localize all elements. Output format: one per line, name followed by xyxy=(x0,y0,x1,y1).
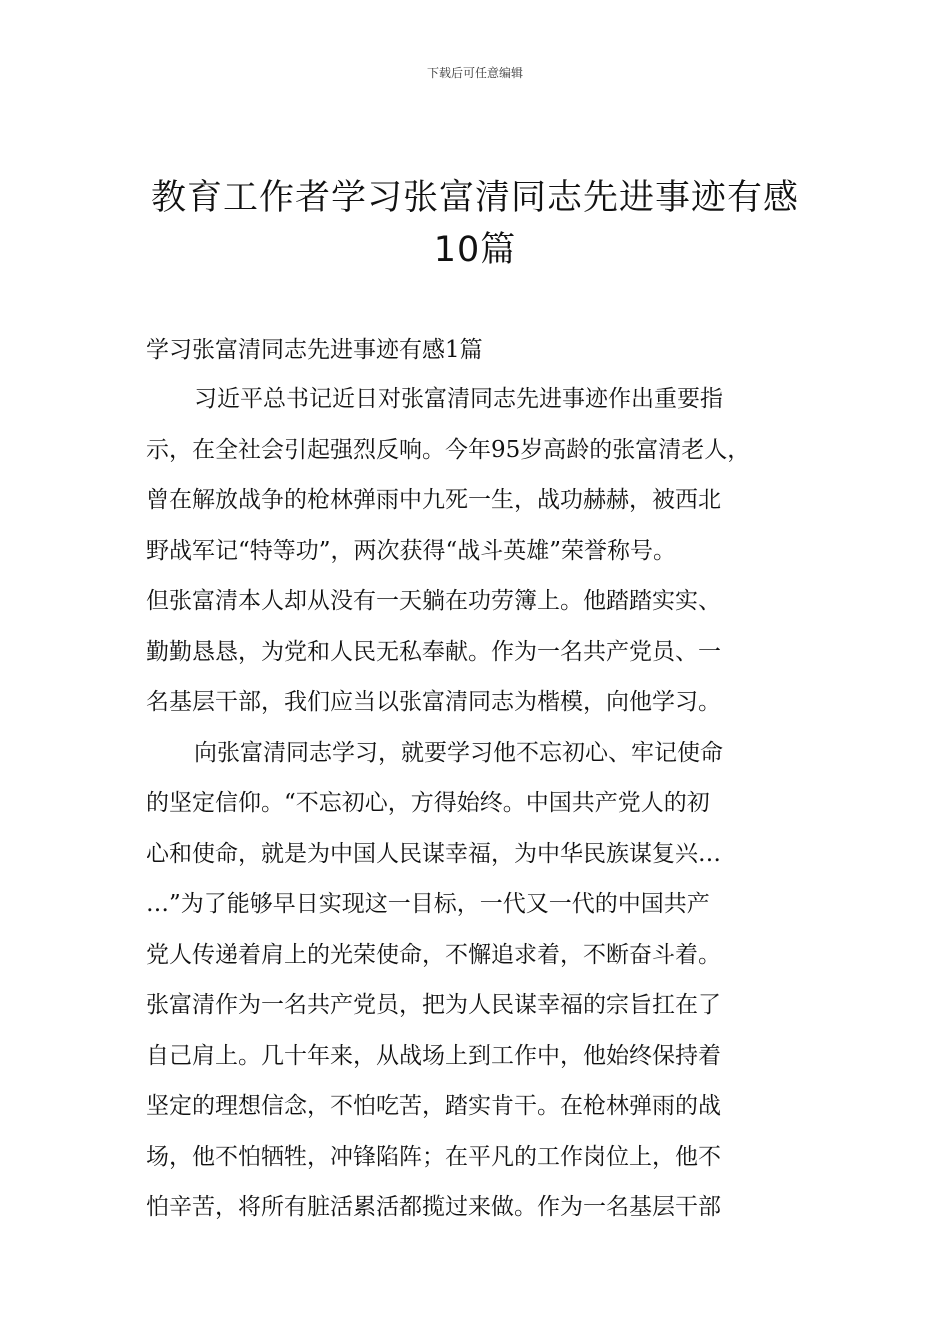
text-line: 野战军记“特等功”，两次获得“战斗英雄”荣誉称号。 xyxy=(146,537,677,564)
text-line: 场，他不怕牺牲，冲锋陷阵；在平凡的工作岗位上，他不 xyxy=(146,1143,721,1170)
document-title xyxy=(60,172,890,276)
document-title-line: 教育工作者学习张富清同志先进事迹有感 xyxy=(150,178,799,218)
text-line: 的坚定信仰。“不忘初心，方得始终。中国共产党人的初 xyxy=(146,790,710,816)
text-line: 名基层干部，我们应当以张富清同志为楷模，向他学习。 xyxy=(146,689,721,715)
text-line: 张富清作为一名共产党员，把为人民谋幸福的宗旨扛在了 xyxy=(146,992,721,1018)
text-line: 示，在全社会引起强烈反响。今年95岁高龄的张富清老人， xyxy=(146,436,751,463)
text-line: 坚定的理想信念，不怕吃苦，踏实肯干。在枪林弹雨的战 xyxy=(146,1093,721,1119)
text-line: 曾在解放战争的枪林弹雨中九死一生，战功赫赫，被西北 xyxy=(146,487,721,513)
document-body xyxy=(146,378,826,1237)
document-title-line: 10篇 xyxy=(433,230,517,270)
text-line: 习近平总书记近日对张富清同志先进事迹作出重要指 xyxy=(194,386,723,412)
text-line: 自己肩上。几十年来，从战场上到工作中，他始终保持着 xyxy=(146,1042,721,1069)
text-line: 勤勤恳恳，为党和人民无私奉献。作为一名共产党员、一 xyxy=(146,638,721,665)
text-line: 心和使命，就是为中国人民谋幸福，为中华民族谋复兴… xyxy=(146,840,721,867)
text-line: …”为了能够早日实现这一目标，一代又一代的中国共产 xyxy=(146,891,710,917)
paragraph-2 xyxy=(146,732,826,1237)
text-line: 党人传递着肩上的光荣使命，不懈追求着，不断奋斗着。 xyxy=(146,941,721,968)
text-line: 怕辛苦，将所有脏活累活都揽过来做。作为一名基层干部 xyxy=(146,1194,721,1220)
header-note: 下载后可任意编辑 xyxy=(426,66,523,80)
paragraph-1 xyxy=(146,378,826,732)
section-title: 学习张富清同志先进事迹有感1篇 xyxy=(146,337,483,363)
text-line: 但张富清本人却从没有一天躺在功劳簿上。他踏踏实实、 xyxy=(146,588,721,614)
text-line: 向张富清同志学习，就要学习他不忘初心、牢记使命 xyxy=(194,739,723,766)
